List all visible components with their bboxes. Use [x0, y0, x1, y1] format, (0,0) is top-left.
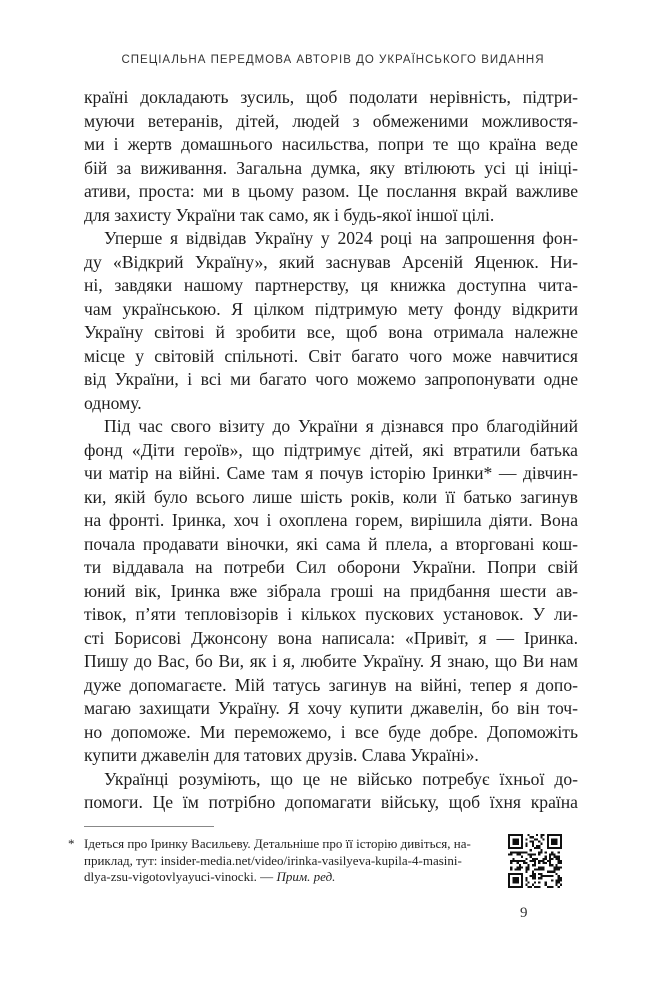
text-line: помоги. Це їм потрібно допомагати війську, щоб їхня країна [84, 792, 578, 812]
text-line: почала продавати віночки, які сама й плела, а вторговані кош- [84, 533, 578, 554]
footnote-marker: * [68, 836, 75, 851]
footnote-link: приклад, тут: insider-media.net/video/irinka-vasilyeva-kupila-4-masini- [84, 852, 462, 868]
running-header: СПЕЦІАЛЬНА ПЕРЕДМОВА АВТОРІВ ДО УКРАЇНСЬКОГО ВИДАННЯ [121, 54, 545, 66]
text-line: ти віддавала на потреби Сил оборони України. Попри свій [84, 557, 578, 577]
text-line: чи матір на війні. Саме там я почув історію Іринки* — дівчин- [84, 463, 578, 483]
text-line: Під час свого візиту до України я дізнався про благодійний [104, 416, 578, 436]
text-line: чам українською. Я цілком підтримую мету фонду відкрити [84, 298, 578, 319]
footnote [68, 836, 498, 886]
text-line: ду «Відкрий Україну», який заснував Арсеній Яценюк. Ни- [84, 251, 578, 272]
text-line: бій за виживання. Загальна думка, яку втілюють усі ці ініці- [84, 157, 578, 178]
text-line: від України, і всі ми багато чого можемо запропонувати одне [84, 369, 578, 389]
text-line: тівок, п’яти тепловізорів і кількох пускових установок. У ли- [84, 604, 578, 624]
text-line: одному. [84, 392, 142, 413]
text-line: місце у світовій спільноті. Світ багато чого може навчитися [84, 345, 578, 366]
text-line: дуже допомагаєте. Мій татусь загинув на війні, тепер я допо- [84, 674, 578, 695]
footnote-link: dlya-zsu-vigotovlyayuci-vinocki. — [84, 869, 277, 884]
qr-code-icon [508, 834, 562, 888]
text-line: ні, завдяки нашому партнерству, ця книжка доступна чита- [84, 275, 578, 295]
footnote-line: Ідеться про Іринку Васильеву. Детальніше про її історію дивіться, на- [84, 836, 471, 851]
text-line: для захисту України так само, як і будь-якої іншої цілі. [84, 204, 495, 225]
text-line: Україну світові й зробити все, щоб вона отримала належне [84, 322, 578, 342]
text-line: но допоможе. Ми переможемо, і все буде добре. Допоможіть [84, 721, 578, 742]
text-line: країні докладають зусиль, щоб подолати нерівність, підтри- [84, 87, 578, 107]
text-line: Уперше я відвідав Україну у 2024 році на запрошення фон- [104, 228, 578, 248]
text-line: Українці розуміють, що це не військо потребує їхньої до- [104, 768, 578, 789]
body-text [84, 86, 578, 815]
text-line: ативи, проста: ми в цьому разом. Це послання вкрай важливе [84, 181, 578, 201]
text-line: купити джавелін для татових друзів. Слава Україні». [84, 745, 479, 765]
editor-note: Прим. ред. [276, 869, 336, 884]
page-number: 9 [520, 905, 528, 921]
footnote-divider [84, 826, 214, 827]
text-line: на фронті. Іринка, хоч і охоплена горем, вирішила діяти. Вона [84, 510, 578, 530]
text-line: муючи ветеранів, дітей, людей з обмеженими можливостя- [84, 110, 578, 131]
text-line: ки, якій було всього лише шість років, коли її батько загинув [84, 486, 578, 507]
text-line: магаю захищати Україну. Я хочу купити джавелін, бо він точ- [84, 698, 578, 718]
text-line: юний вік, Іринка вже зібрала гроші на придбання шести ав- [84, 580, 578, 601]
text-line: фонд «Діти героїв», що підтримує дітей, які втратили батька [84, 439, 578, 460]
text-line: сті Борисові Джонсону вона написала: «Привіт, я — Іринка. [84, 627, 578, 648]
text-line: ми і жертв домашнього насильства, попри те що країна веде [84, 134, 578, 154]
text-line: Пишу до Вас, бо Ви, як і я, любите Україну. Я знаю, що Ви нам [84, 651, 578, 671]
